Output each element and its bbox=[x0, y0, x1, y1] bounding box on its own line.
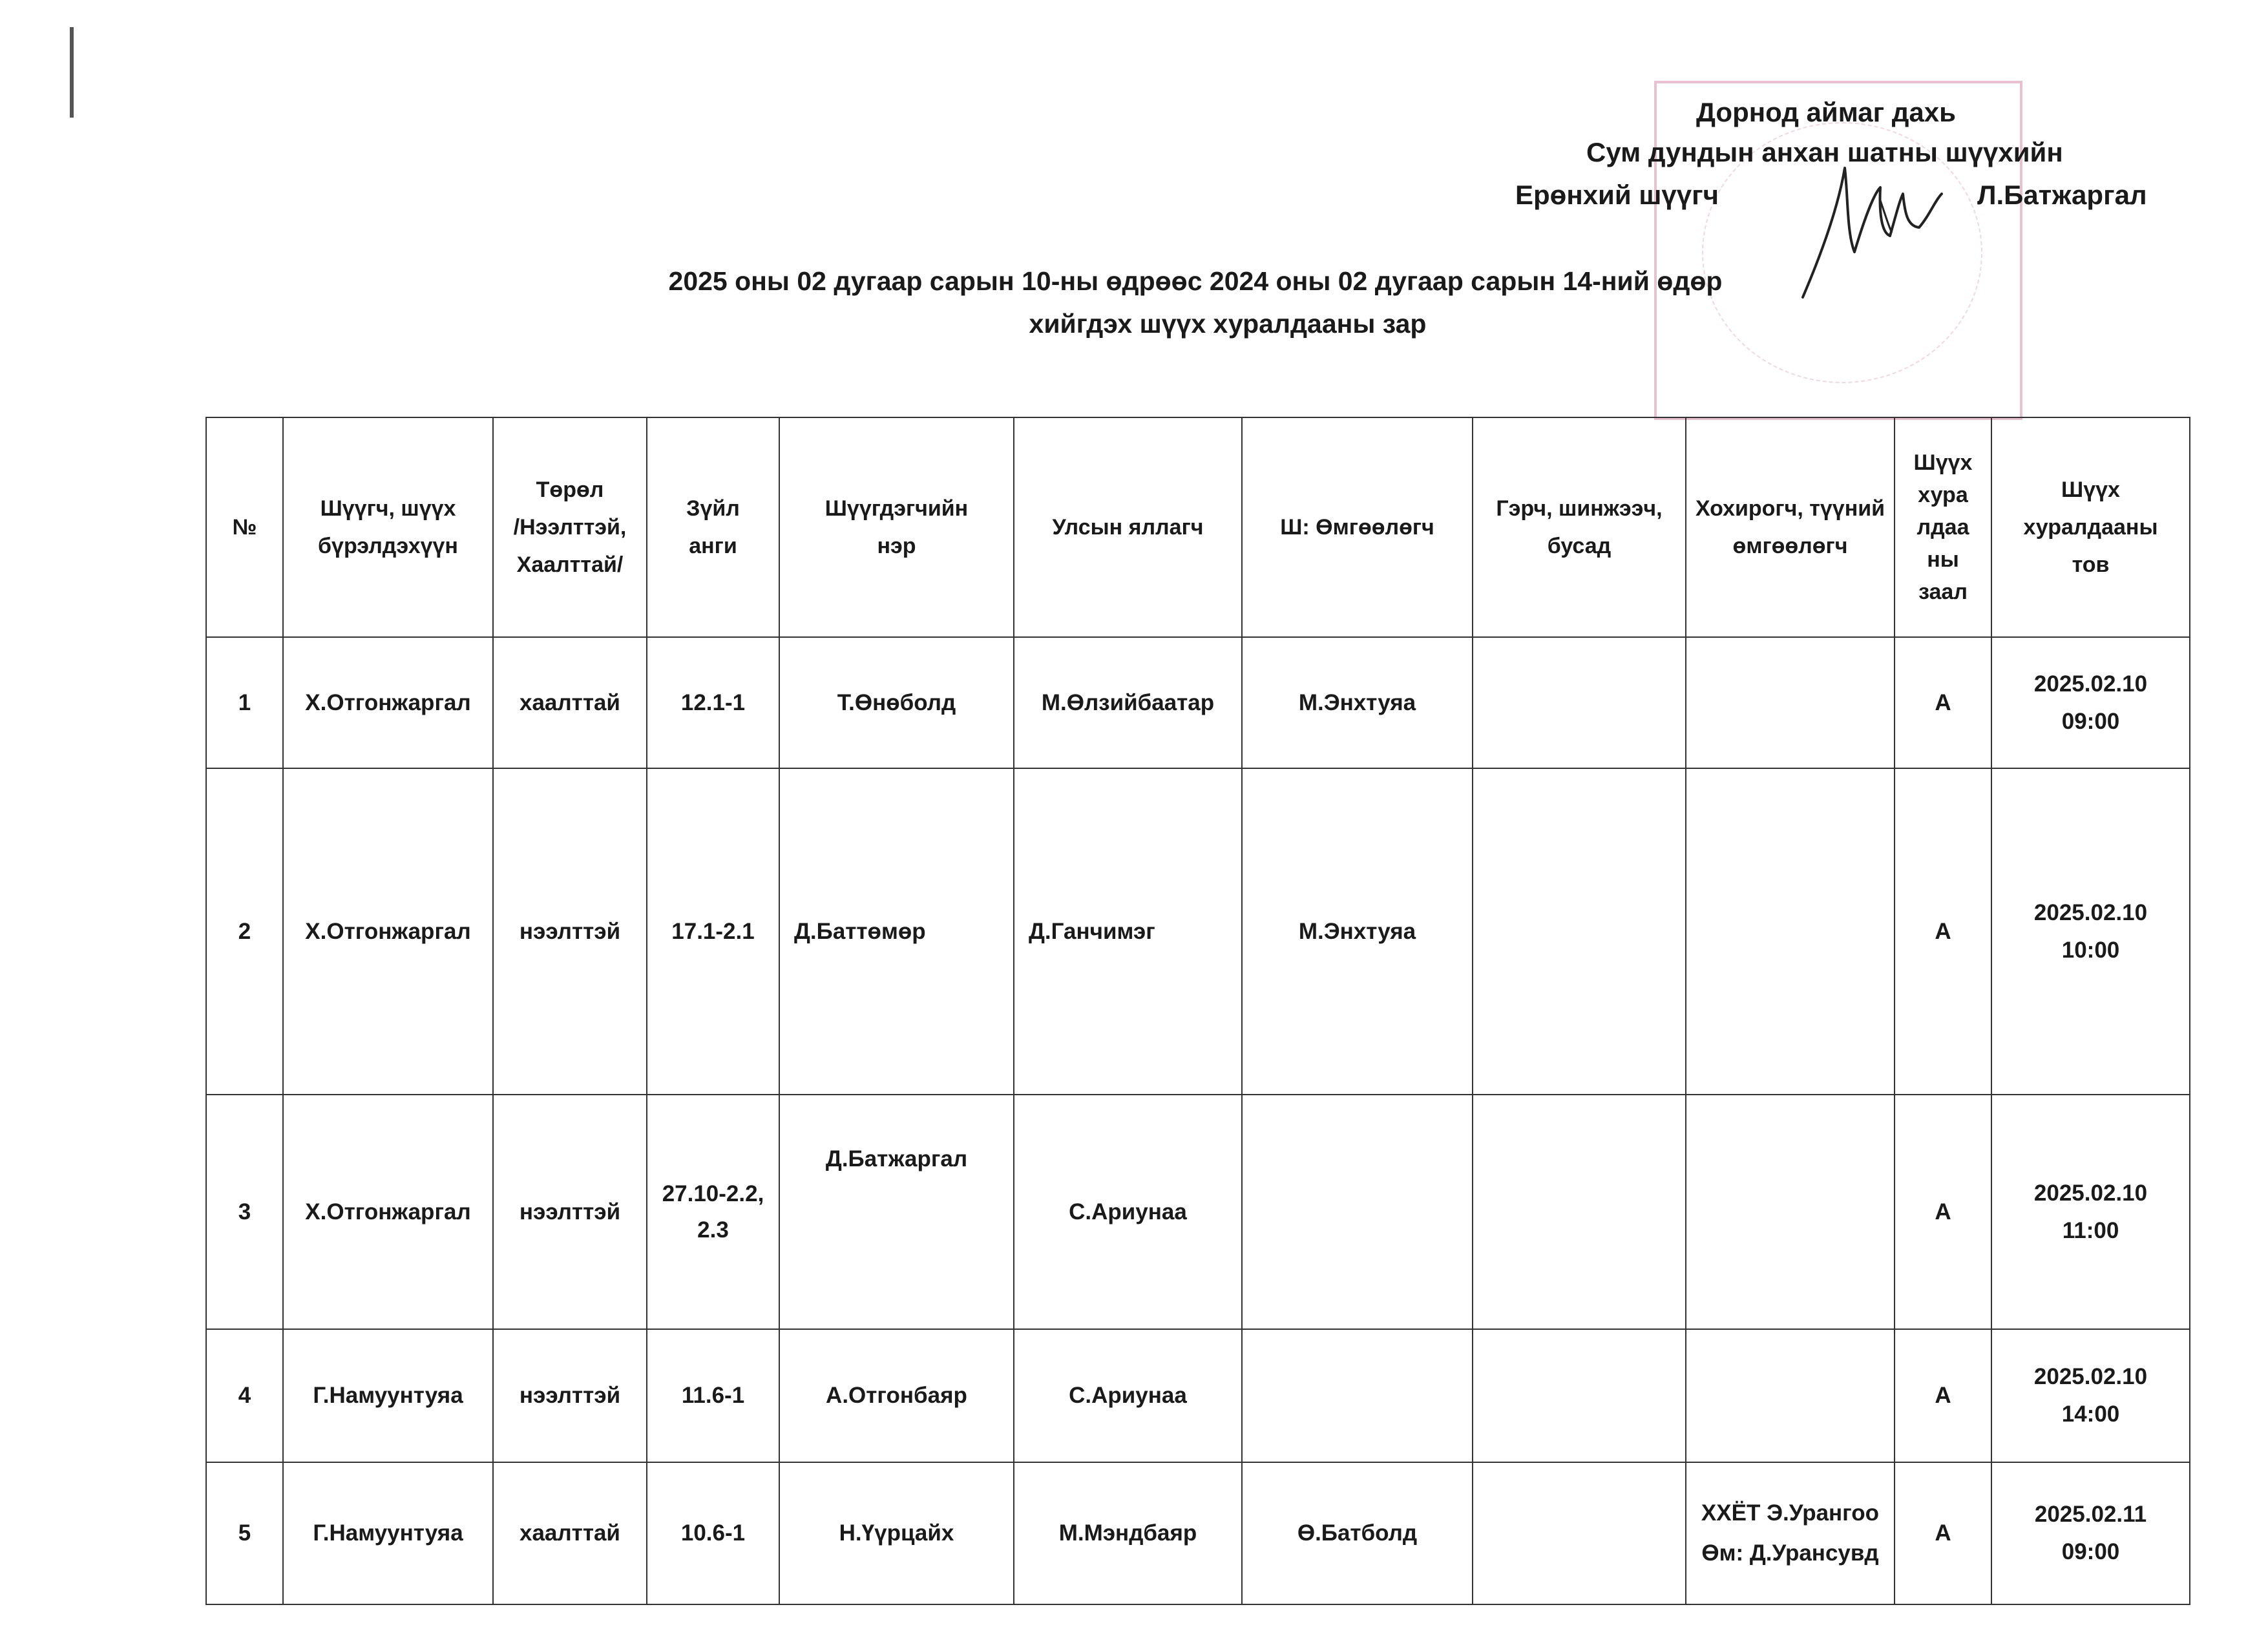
header-judge-name: Л.Батжаргал bbox=[1977, 180, 2147, 210]
header-defendant: Шүүгдэгчийн нэр bbox=[779, 417, 1014, 637]
cell-hall: А bbox=[1895, 768, 1991, 1095]
header-defender: Ш: Өмгөөлөгч bbox=[1242, 417, 1473, 637]
cell-hall: А bbox=[1895, 1462, 1991, 1604]
scan-margin-mark bbox=[70, 27, 74, 118]
header-article: Зүйл анги bbox=[647, 417, 779, 637]
cell-witness bbox=[1473, 1329, 1686, 1462]
cell-victim bbox=[1686, 768, 1895, 1095]
cell-schedule: 2025.02.10 10:00 bbox=[1991, 768, 2190, 1095]
cell-prosecutor: С.Ариунаа bbox=[1014, 1095, 1242, 1329]
cell-no: 4 bbox=[206, 1329, 283, 1462]
cell-article: 10.6-1 bbox=[647, 1462, 779, 1604]
cell-type: хаалттай bbox=[493, 1462, 647, 1604]
cell-victim bbox=[1686, 637, 1895, 768]
cell-defendant: Д.Батжаргал bbox=[779, 1095, 1014, 1329]
cell-judge: Х.Отгонжаргал bbox=[283, 1095, 493, 1329]
cell-witness bbox=[1473, 768, 1686, 1095]
cell-witness bbox=[1473, 1462, 1686, 1604]
cell-article: 27.10-2.2, 2.3 bbox=[647, 1095, 779, 1329]
cell-schedule: 2025.02.10 14:00 bbox=[1991, 1329, 2190, 1462]
cell-defendant: А.Отгонбаяр bbox=[779, 1329, 1014, 1462]
cell-victim bbox=[1686, 1329, 1895, 1462]
cell-no: 1 bbox=[206, 637, 283, 768]
cell-witness bbox=[1473, 637, 1686, 768]
cell-prosecutor: М.Өлзийбаатар bbox=[1014, 637, 1242, 768]
cell-defender bbox=[1242, 1095, 1473, 1329]
cell-victim bbox=[1686, 1095, 1895, 1329]
header-position-title: Ерөнхий шүүгч bbox=[1515, 180, 1719, 210]
cell-type: хаалттай bbox=[493, 637, 647, 768]
hearing-schedule-table bbox=[205, 417, 2190, 1605]
header-no: № bbox=[206, 417, 283, 637]
cell-article: 17.1-2.1 bbox=[647, 768, 779, 1095]
cell-hall: А bbox=[1895, 637, 1991, 768]
cell-no: 3 bbox=[206, 1095, 283, 1329]
cell-schedule: 2025.02.10 11:00 bbox=[1991, 1095, 2190, 1329]
cell-no: 5 bbox=[206, 1462, 283, 1604]
cell-defender: М.Энхтуяа bbox=[1242, 768, 1473, 1095]
signature bbox=[1783, 155, 1951, 310]
header-prosecutor: Улсын яллагч bbox=[1014, 417, 1242, 637]
cell-judge: Х.Отгонжаргал bbox=[283, 637, 493, 768]
cell-defendant: Н.Үүрцайх bbox=[779, 1462, 1014, 1604]
table-header-row bbox=[206, 417, 2190, 637]
cell-no: 2 bbox=[206, 768, 283, 1095]
announcement-title-line1: 2025 оны 02 дугаар сарын 10-ны өдрөөс 2024 оны 02 дугаар сарын 14-ний өдөр bbox=[668, 266, 1723, 296]
cell-defender bbox=[1242, 1329, 1473, 1462]
table-row bbox=[206, 1095, 2190, 1329]
header-judge: Шүүгч, шүүх бүрэлдэхүүн bbox=[283, 417, 493, 637]
table-row bbox=[206, 637, 2190, 768]
announcement-title-line2: хийгдэх шүүх хуралдааны зар bbox=[1029, 309, 1427, 339]
cell-victim: ХХЁТ Э.Урангоо Өм: Д.Урансувд bbox=[1686, 1462, 1895, 1604]
cell-hall: А bbox=[1895, 1329, 1991, 1462]
cell-defender: М.Энхтуяа bbox=[1242, 637, 1473, 768]
cell-article: 11.6-1 bbox=[647, 1329, 779, 1462]
cell-prosecutor: С.Ариунаа bbox=[1014, 1329, 1242, 1462]
table-row bbox=[206, 768, 2190, 1095]
header-schedule: Шүүх хуралдааны тов bbox=[1991, 417, 2190, 637]
cell-type: нээлттэй bbox=[493, 768, 647, 1095]
cell-schedule: 2025.02.10 09:00 bbox=[1991, 637, 2190, 768]
header-witness: Гэрч, шинжээч, бусад bbox=[1473, 417, 1686, 637]
cell-schedule: 2025.02.11 09:00 bbox=[1991, 1462, 2190, 1604]
cell-type: нээлттэй bbox=[493, 1329, 647, 1462]
cell-witness bbox=[1473, 1095, 1686, 1329]
table-row bbox=[206, 1462, 2190, 1604]
cell-defendant: Д.Баттөмөр bbox=[779, 768, 1014, 1095]
header-court-name: Сум дундын анхан шатны шүүхийн bbox=[1586, 137, 2063, 167]
signature-drawing bbox=[1783, 155, 1951, 310]
cell-article: 12.1-1 bbox=[647, 637, 779, 768]
header-victim: Хохирогч, түүний өмгөөлөгч bbox=[1686, 417, 1895, 637]
cell-judge: Г.Намуунтуяа bbox=[283, 1329, 493, 1462]
header-type: Төрөл /Нээлттэй, Хаалттай/ bbox=[493, 417, 647, 637]
cell-judge: Х.Отгонжаргал bbox=[283, 768, 493, 1095]
cell-prosecutor: Д.Ганчимэг bbox=[1014, 768, 1242, 1095]
cell-defender: Ө.Батболд bbox=[1242, 1462, 1473, 1604]
cell-prosecutor: М.Мэндбаяр bbox=[1014, 1462, 1242, 1604]
header-court-region: Дорнод аймаг дахь bbox=[1696, 97, 1956, 127]
cell-hall: А bbox=[1895, 1095, 1991, 1329]
header-hall: Шүүх хура лдаа ны заал bbox=[1895, 417, 1991, 637]
table-row bbox=[206, 1329, 2190, 1462]
cell-defendant: Т.Өнөболд bbox=[779, 637, 1014, 768]
cell-type: нээлттэй bbox=[493, 1095, 647, 1329]
cell-judge: Г.Намуунтуяа bbox=[283, 1462, 493, 1604]
